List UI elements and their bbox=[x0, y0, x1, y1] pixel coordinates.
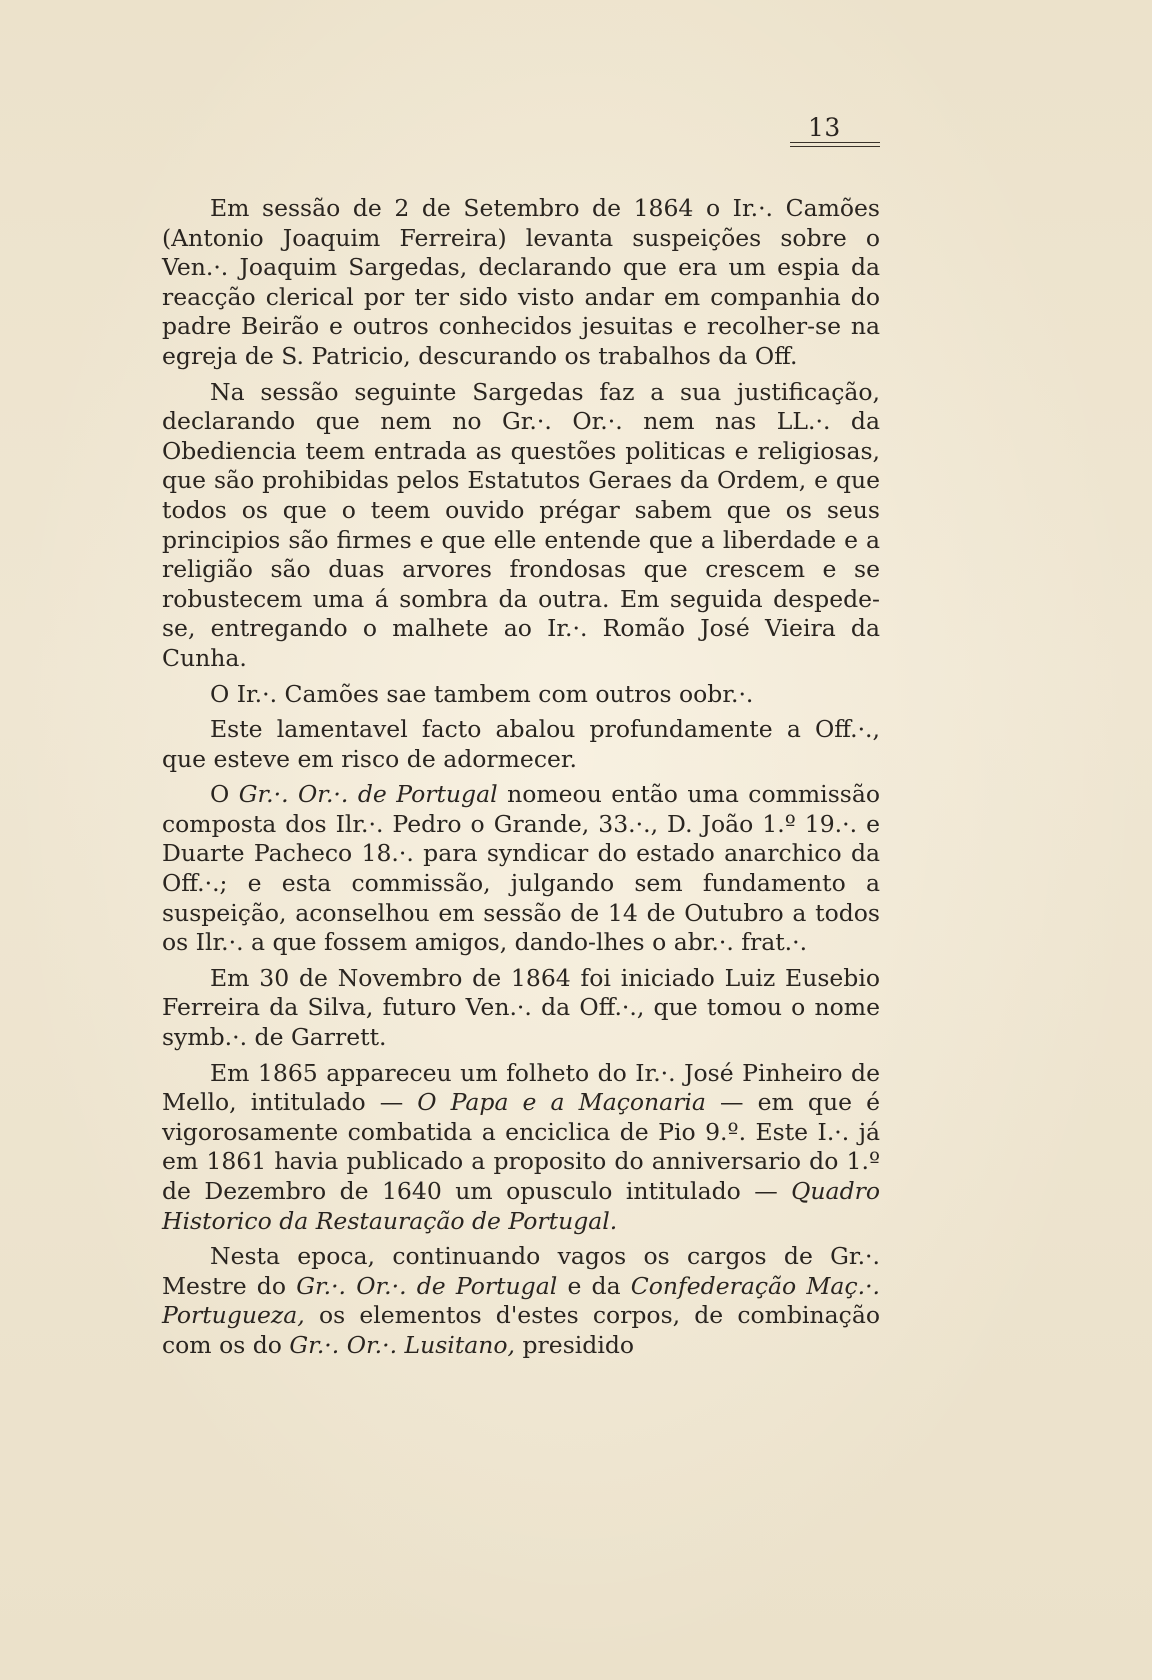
paragraph bbox=[162, 1059, 880, 1237]
text-segment: Em 1865 appareceu um folheto do Ir.·. José Pinheiro de Mello, intitulado — bbox=[162, 1058, 880, 1117]
paragraph bbox=[162, 964, 880, 1053]
body-text bbox=[162, 194, 880, 1361]
italic-text-segment: Gr.·. Or.·. de Portugal bbox=[296, 1271, 558, 1300]
text-segment: os elementos d'estes corpos, de combinação com os do bbox=[162, 1301, 880, 1359]
text-segment: Em 30 de Novembro de 1864 foi iniciado Luiz Eusebio Ferreira da Silva, futuro Ven.·. da Off.·., que tomou o nome symb.·. de Garrett. bbox=[162, 963, 880, 1052]
paragraph bbox=[162, 1242, 880, 1360]
text-segment: e da bbox=[557, 1271, 631, 1300]
page-number-rule bbox=[790, 146, 880, 147]
paragraph bbox=[162, 680, 880, 710]
page-number-rule bbox=[790, 142, 880, 143]
text-segment: Em sessão de 2 de Setembro de 1864 o Ir.·. Camões (Antonio Joaquim Ferreira) levanta suspeições sobre o Ven.·. Joaquim Sargedas, declarando que era um espia da reacção clerical por ter sido visto andar em companhia do padre Beirão e outros conhecidos jesuitas e recolher-se na egreja de S. Patricio, descurando os trabalhos da Off. bbox=[162, 194, 880, 370]
italic-text-segment: O Papa e a Maçonaria bbox=[417, 1088, 706, 1117]
italic-text-segment: Gr.·. Or.·. de Portugal bbox=[238, 780, 498, 809]
text-segment: Na sessão seguinte Sargedas faz a sua justificação, declarando que nem no Gr.·. Or.·. nem nas LL.·. da Obediencia teem entrada as questões politicas e religiosas, que são prohibidas pelos Estatutos Geraes da Ordem, e que todos os que o teem ouvido prégar sabem que os seus principios são firmes e que elle entende que a liberdade e a religião são duas arvores frondosas que crescem e se robustecem uma á sombra da outra. Em seguida despede-se, entregando o malhete ao Ir.·. Romão José Vieira da Cunha. bbox=[162, 377, 880, 672]
paragraph bbox=[162, 780, 880, 958]
text-segment: presidido bbox=[515, 1330, 635, 1359]
paragraph bbox=[162, 715, 880, 774]
text-segment: — em que é vigorosamente combatida a enciclica de Pio 9.º. Este I.·. já em 1861 havia publicado a proposito do anniversario do 1.º de Dezembro de 1640 um opusculo intitulado — bbox=[162, 1088, 880, 1205]
italic-text-segment: Confederação Maç.·. Portugueza, bbox=[162, 1271, 881, 1330]
paragraph bbox=[162, 378, 880, 674]
text-segment: nomeou então uma commissão composta dos Ilr.·. Pedro o Grande, 33.·., D. João 1.º 19.·. e Duarte Pacheco 18.·. para syndicar do estado anarchico da Off.·.; e esta commissão, julgando sem fundamento a suspeição, aconselhou em sessão de 14 de Outubro a todos os Ilr.·. a que fossem amigos, dando-lhes o abr.·. frat.·. bbox=[162, 780, 880, 957]
text-segment: O bbox=[210, 780, 239, 809]
text-segment: Nesta epoca, continuando vagos os cargos de Gr.·. Mestre do bbox=[162, 1242, 880, 1300]
paragraph bbox=[162, 194, 880, 372]
text-segment: O Ir.·. Camões sae tambem com outros oobr.·. bbox=[210, 679, 754, 708]
text-segment: Este lamentavel facto abalou profundamente a Off.·., que esteve em risco de adormecer. bbox=[162, 715, 880, 773]
italic-text-segment: Gr.·. Or.·. Lusitano, bbox=[289, 1330, 516, 1359]
page-number: 13 bbox=[808, 113, 841, 142]
italic-text-segment: Quadro Historico da Restauração de Portugal. bbox=[162, 1177, 880, 1235]
